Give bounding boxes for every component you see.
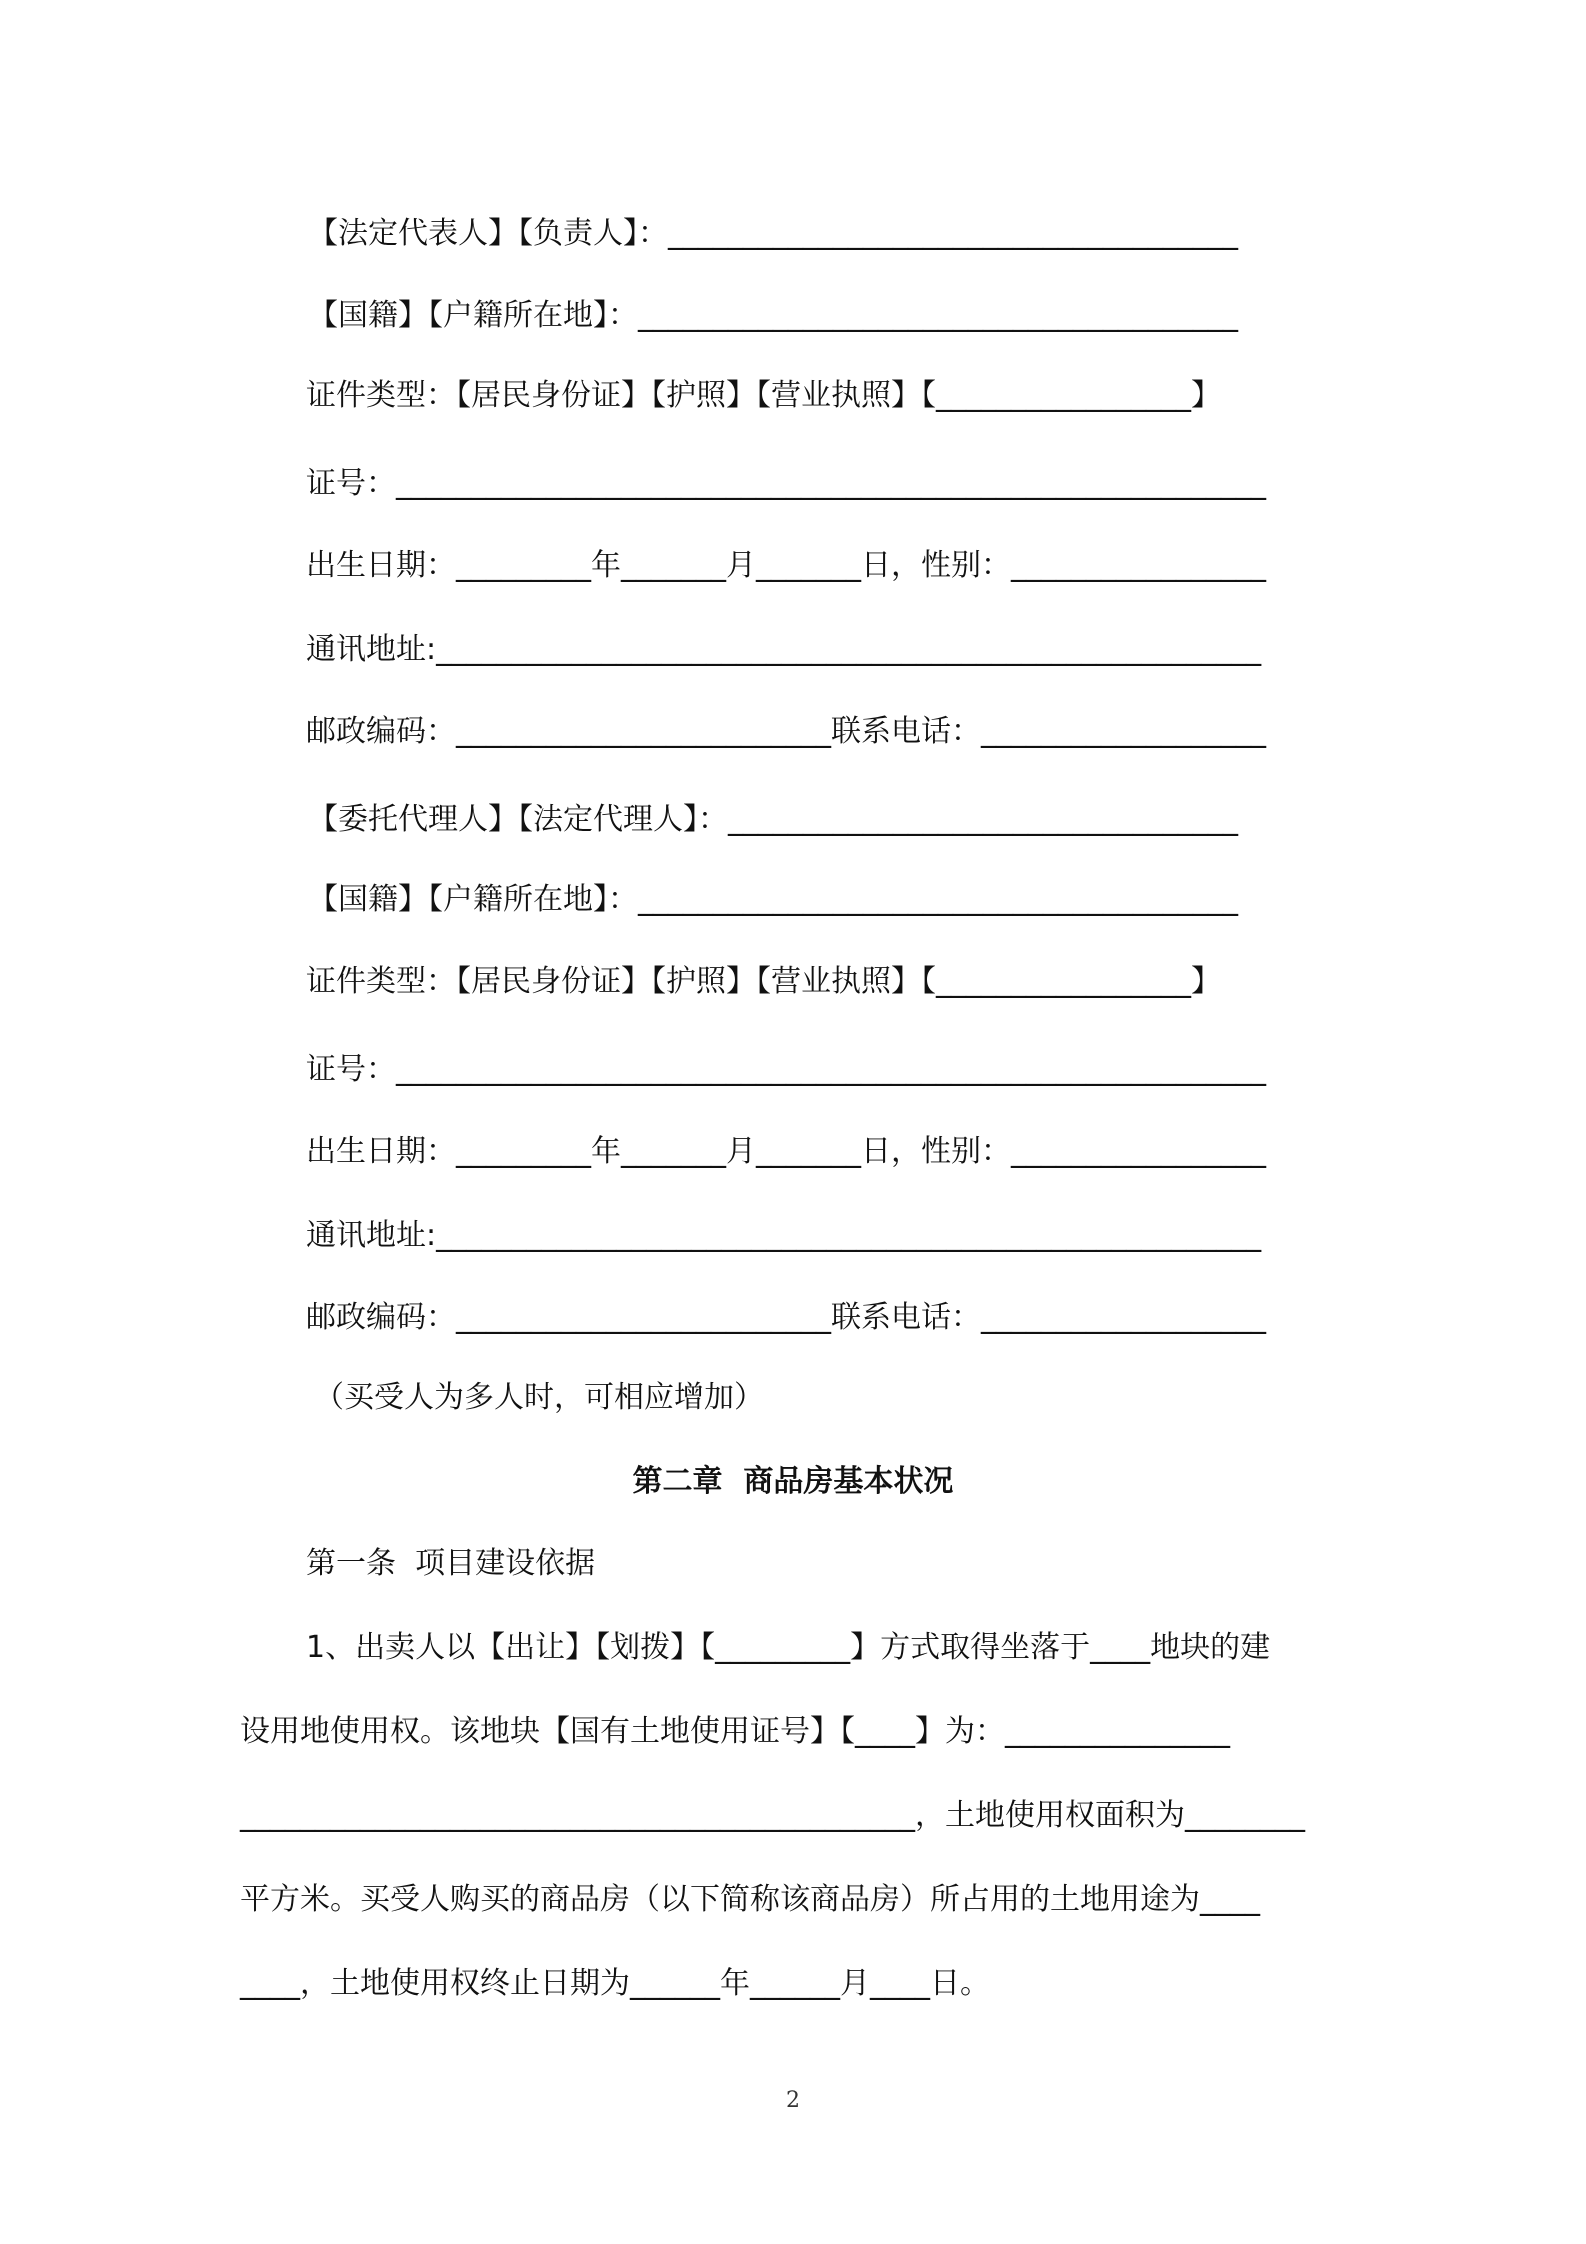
note-multiple-buyers: （买受人为多人时，可相应增加） [314, 1380, 764, 1415]
agent-nationality-line: 【国籍】【户籍所在地】：________________________________________ [308, 882, 1238, 917]
paragraph-line-5: ____，土地使用权终止日期为______年______月____日。 [240, 1966, 990, 2001]
id-type-line: 证件类型：【居民身份证】【护照】【营业执照】【_________________】 [306, 378, 1221, 413]
agent-id-type-line: 证件类型：【居民身份证】【护照】【营业执照】【_________________】 [306, 964, 1221, 999]
mailing-address-line: 通讯地址:_______________________________________________________ [306, 632, 1262, 667]
postal-code-phone-line: 邮政编码：_________________________联系电话：___________________ [306, 714, 1266, 749]
agent-line: 【委托代理人】【法定代理人】：__________________________________ [308, 802, 1238, 837]
paragraph-line-1: 1、出卖人以【出让】【划拨】【_________】方式取得坐落于____地块的建 [306, 1630, 1271, 1665]
agent-id-number-line: 证号：__________________________________________________________ [306, 1052, 1266, 1087]
page-number: 2 [786, 2088, 800, 2113]
id-number-line: 证号：__________________________________________________________ [306, 466, 1266, 501]
nationality-line: 【国籍】【户籍所在地】：________________________________________ [308, 298, 1238, 333]
paragraph-line-4: 平方米。买受人购买的商品房（以下简称该商品房）所占用的土地用途为____ [240, 1882, 1260, 1917]
paragraph-line-2: 设用地使用权。该地块【国有土地使用证号】【____】为：_______________ [240, 1714, 1230, 1749]
article-heading: 第一条 项目建设依据 [306, 1546, 596, 1581]
paragraph-line-3: _____________________________________________，土地使用权面积为________ [240, 1798, 1305, 1833]
legal-representative-line: 【法定代表人】【负责人】：______________________________________ [308, 216, 1238, 251]
birth-date-gender-line: 出生日期：_________年_______月_______日，性别：_________________ [306, 548, 1266, 583]
chapter-heading: 第二章 商品房基本状况 [632, 1464, 954, 1499]
agent-birth-date-gender-line: 出生日期：_________年_______月_______日，性别：_________________ [306, 1134, 1266, 1169]
agent-mailing-address-line: 通讯地址:_______________________________________________________ [306, 1218, 1262, 1253]
agent-postal-code-phone-line: 邮政编码：_________________________联系电话：___________________ [306, 1300, 1266, 1335]
